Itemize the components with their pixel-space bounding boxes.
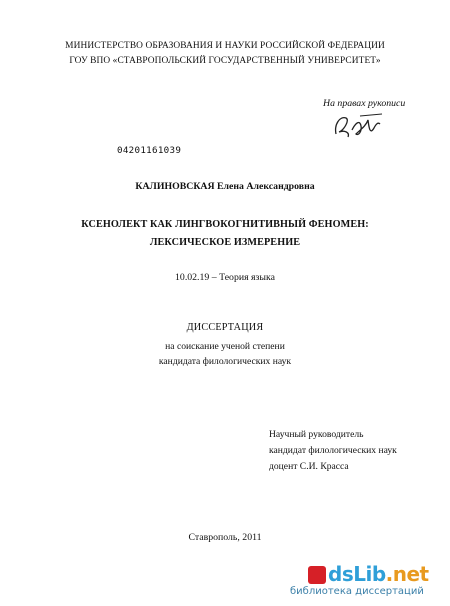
dslib-watermark[interactable] bbox=[284, 562, 442, 602]
document-number: 04201161039 bbox=[117, 145, 182, 156]
specialty-code: 10.02.19 – Теория языка bbox=[175, 272, 275, 283]
dslib-logo-icon bbox=[308, 566, 326, 584]
author-name: КАЛИНОВСКАЯ Елена Александровна bbox=[135, 181, 315, 192]
supervisor-name: доцент С.И. Красса bbox=[269, 461, 349, 472]
thesis-title-line-1: КСЕНОЛЕКТ КАК ЛИНГВОКОГНИТИВНЫЙ ФЕНОМЕН: bbox=[81, 219, 369, 230]
degree-line-2: кандидата филологических наук bbox=[158, 356, 292, 367]
supervisor-block bbox=[269, 427, 397, 475]
supervisor-role: Научный руководитель bbox=[269, 429, 364, 440]
thesis-title-line-2: ЛЕКСИЧЕСКОЕ ИЗМЕРЕНИЕ bbox=[149, 237, 301, 248]
dslib-logo-text bbox=[328, 562, 429, 586]
supervisor-degree: кандидат филологических наук bbox=[269, 445, 397, 456]
dslib-subtitle: библиотека диссертаций bbox=[290, 586, 424, 597]
document-type: ДИССЕРТАЦИЯ bbox=[186, 322, 264, 333]
dslib-logo-tld: .net bbox=[385, 562, 429, 586]
university-line: ГОУ ВПО «СТАВРОПОЛЬСКИЙ ГОСУДАРСТВЕННЫЙ УНИВЕРСИТЕТ» bbox=[69, 56, 381, 66]
handwritten-signature bbox=[330, 110, 390, 142]
degree-line-1: на соискание ученой степени bbox=[165, 341, 285, 352]
manuscript-rights-note: На правах рукописи bbox=[323, 98, 406, 109]
ministry-line-1: МИНИСТЕРСТВО ОБРАЗОВАНИЯ И НАУКИ РОССИЙСКОЙ ФЕДЕРАЦИИ bbox=[65, 41, 385, 51]
city-year: Ставрополь, 2011 bbox=[188, 532, 262, 543]
dslib-logo-main: dsLib bbox=[328, 562, 386, 586]
